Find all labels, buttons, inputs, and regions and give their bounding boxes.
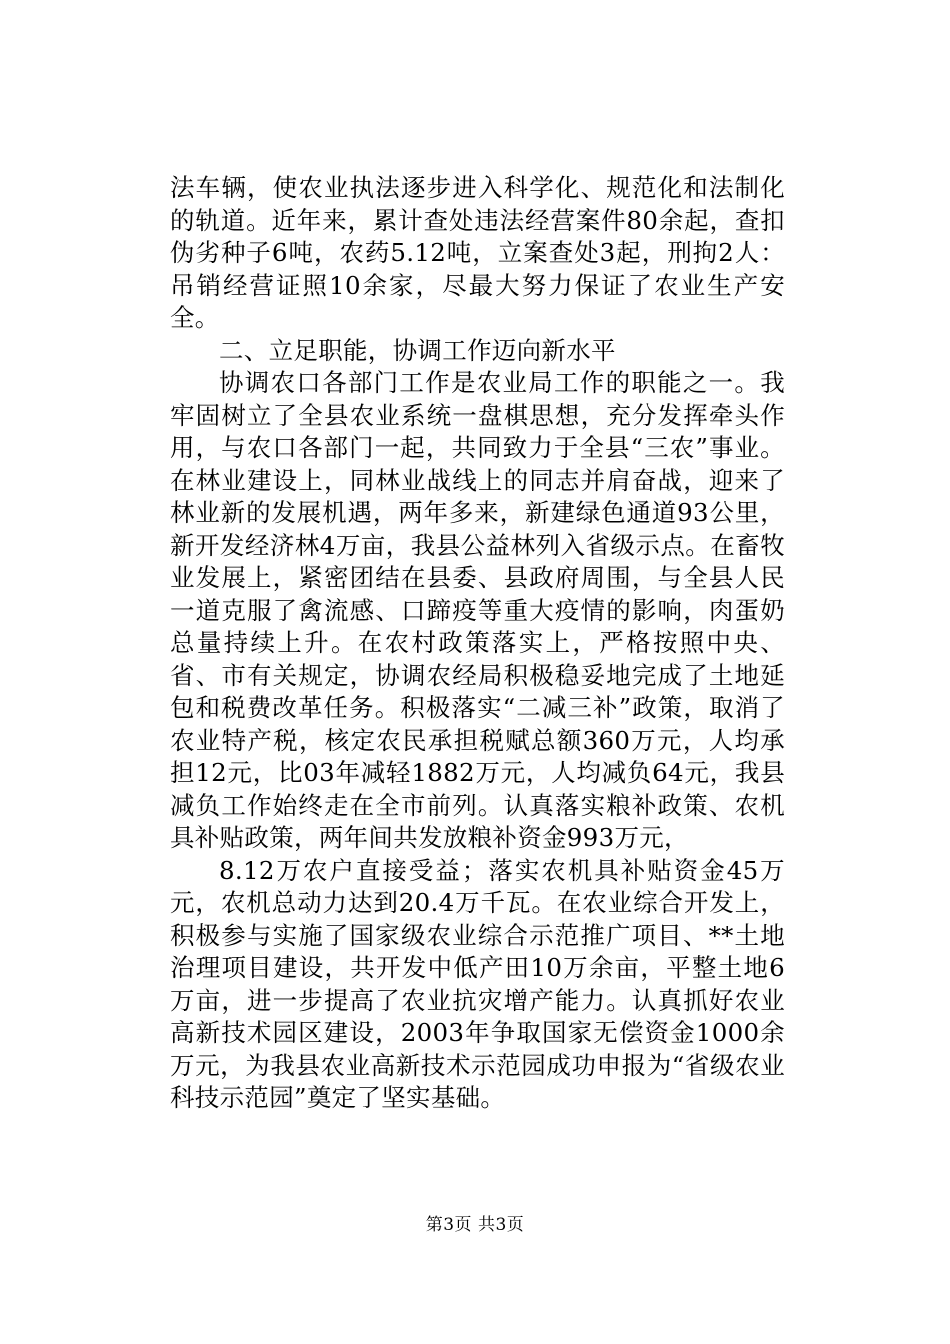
paragraph-continuation: 法车辆，使农业执法逐步进入科学化、规范化和法制化的轨道。近年来，累计查处违法经营案件80余起，查扣伪劣种子6吨，农药5.12吨，立案查处3起，刑拘2人：吊销经营证照10余家，尽最大努力保证了农业生产安全。 [170,173,785,332]
document-body [170,172,785,1115]
section-heading: 二、立足职能，协调工作迈向新水平 [219,335,616,365]
paragraph-subsidies: 8.12万农户直接受益；落实农机具补贴资金45万元，农机总动力达到20.4万千瓦。在农业综合开发上，积极参与实施了国家级农业综合示范推广项目、**土地治理项目建设，共开发中低产田10万余亩，平整土地6万亩，进一步提高了农业抗灾增产能力。认真抓好农业高新技术园区建设，2003年争取国家无偿资金1000余万元，为我县农业高新技术示范园成功申报为“省级农业科技示范园”奠定了坚实基础。 [170,855,785,1112]
page-number-footer: 第3页 共3页 [425,1215,525,1235]
paragraph-coordination: 协调农口各部门工作是农业局工作的职能之一。我牢固树立了全县农业系统一盘棋思想，充分发挥牵头作用，与农口各部门一起，共同致力于全县“三农”事业。在林业建设上，同林业战线上的同志并肩奋战，迎来了林业新的发展机遇，两年多来，新建绿色通道93公里，新开发经济林4万亩，我县公益林列入省级示点。在畜牧业发展上，紧密团结在县委、县政府周围，与全县人民一道克服了禽流感、口蹄疫等重大疫情的影响，肉蛋奶总量持续上升。在农村政策落实上，严格按照中央、省、市有关规定，协调农经局积极稳妥地完成了土地延包和税费改革任务。积极落实“二减三补”政策，取消了农业特产税，核定农民承担税赋总额360万元，人均承担12元，比03年减轻1882万元，人均减负64元，我县减负工作始终走在全市前列。认真落实粮补政策、农机具补贴政策，两年间共发放粮补资金993万元， [170,368,785,852]
